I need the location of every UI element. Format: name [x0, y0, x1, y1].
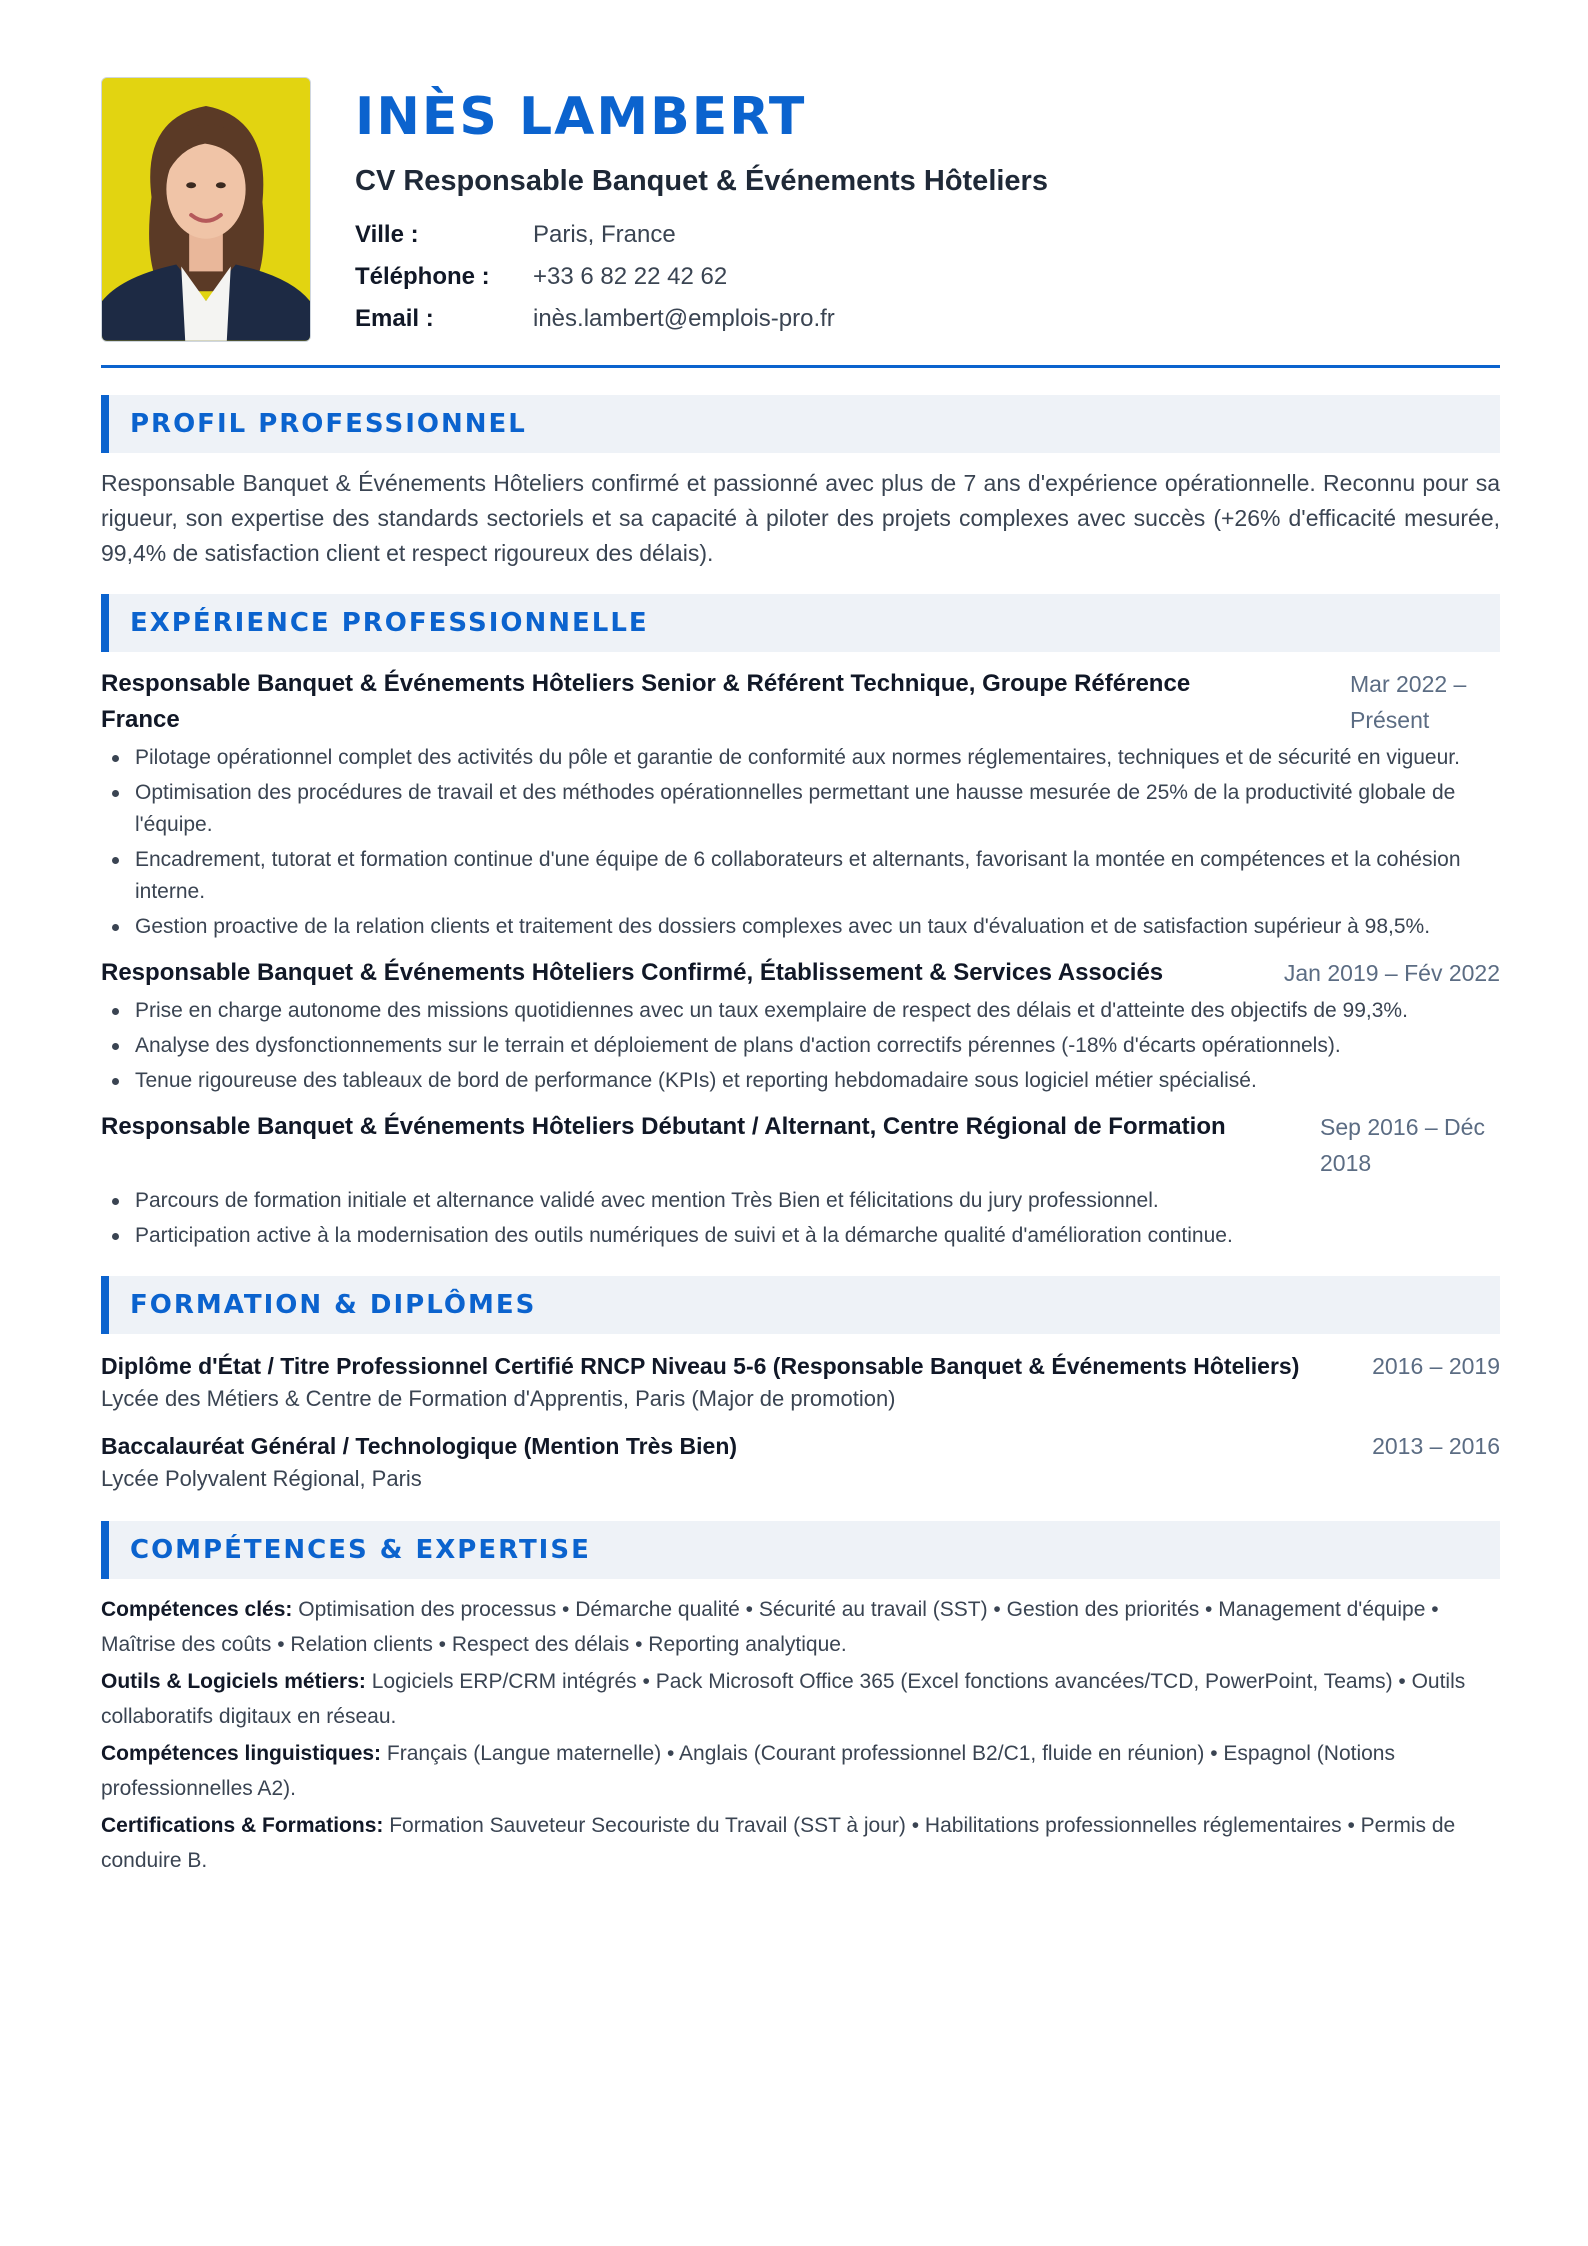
resume-page	[101, 77, 1500, 1878]
list-item: Encadrement, tutorat et formation continue d'une équipe de 6 collaborateurs et alternants, favorisant la montée en compétences et la cohésion interne.	[101, 844, 1500, 908]
contact-value: +33 6 82 22 42 62	[533, 263, 728, 290]
job-date: Jan 2019 – Fév 2022	[1283, 960, 1500, 986]
section-title: COMPÉTENCES & EXPERTISE	[130, 1535, 591, 1565]
contact-value: inès.lambert@emplois-pro.fr	[533, 305, 835, 332]
job-entry	[101, 1109, 1500, 1252]
skill-row	[101, 1808, 1500, 1878]
header-divider	[101, 365, 1500, 368]
contact-value: Paris, France	[533, 221, 676, 248]
list-item: Pilotage opérationnel complet des activités du pôle et garantie de conformité aux normes réglementaires, techniques et de sécurité en vigueur.	[101, 742, 1500, 774]
skill-label: Compétences linguistiques:	[101, 1742, 382, 1765]
skill-text: Optimisation des processus • Démarche qualité • Sécurité au travail (SST) • Gestion des priorités • Management d'équipe • Maîtrise des coûts • Relation clients • Respect des délais • Reporting analytique.	[101, 1598, 1439, 1656]
section-profile-header	[101, 395, 1500, 453]
skill-row	[101, 1592, 1500, 1662]
education-entry	[101, 1429, 1500, 1495]
school-name: Lycée des Métiers & Centre de Formation d'Apprentis, Paris (Major de promotion)	[101, 1386, 896, 1411]
list-item: Parcours de formation initiale et alternance validé avec mention Très Bien et félicitations du jury professionnel.	[101, 1185, 1500, 1217]
job-entry	[101, 666, 1500, 943]
job-bullets	[101, 742, 1500, 943]
job-bullets	[101, 1185, 1500, 1252]
job-date: Sep 2016 – Déc 2018	[1320, 1114, 1485, 1176]
skill-label: Compétences clés:	[101, 1598, 293, 1621]
job-title: Responsable Banquet & Événements Hôteliers Débutant / Alternant, Centre Régional de Formation	[101, 1113, 1226, 1140]
education-entry	[101, 1349, 1500, 1415]
contact-label: Téléphone :	[355, 263, 490, 290]
contact-label: Email :	[355, 305, 434, 332]
section-education-header	[101, 1276, 1500, 1334]
skill-label: Certifications & Formations:	[101, 1814, 384, 1837]
section-title: PROFIL PROFESSIONNEL	[130, 409, 527, 439]
header-info	[355, 77, 1500, 340]
profile-photo	[101, 77, 311, 342]
list-item: Prise en charge autonome des missions quotidiennes avec un taux exemplaire de respect des délais et d'atteinte des objectifs de 99,3%.	[101, 995, 1500, 1027]
profile-summary: Responsable Banquet & Événements Hôteliers confirmé et passionné avec plus de 7 ans d'expérience opérationnelle. Reconnu pour sa rigueur, son expertise des standards sectoriels et sa capacité à piloter des projets complexes avec succès (+26% d'efficacité mesurée, 99,4% de satisfaction client et respect rigoureux des délais).	[101, 470, 1500, 566]
cv-subtitle: CV Responsable Banquet & Événements Hôteliers	[355, 165, 1048, 197]
contact-label: Ville :	[355, 221, 419, 248]
section-skills-header	[101, 1521, 1500, 1579]
section-title: EXPÉRIENCE PROFESSIONNELLE	[130, 608, 649, 638]
degree-date: 2013 – 2016	[1372, 1433, 1500, 1459]
school-name: Lycée Polyvalent Régional, Paris	[101, 1466, 422, 1491]
job-bullets	[101, 995, 1500, 1097]
skill-text: Formation Sauveteur Secouriste du Travail (SST à jour) • Habilitations professionnelles réglementaires • Permis de conduire B.	[101, 1814, 1456, 1872]
list-item: Participation active à la modernisation des outils numériques de suivi et à la démarche qualité d'amélioration continue.	[101, 1220, 1500, 1252]
skill-row	[101, 1736, 1500, 1806]
contact-email	[355, 298, 1500, 340]
candidate-name: INÈS LAMBERT	[355, 87, 807, 147]
skill-label: Outils & Logiciels métiers:	[101, 1670, 366, 1693]
job-title: Responsable Banquet & Événements Hôteliers Confirmé, Établissement & Services Associés	[101, 959, 1164, 986]
skills-list	[101, 1592, 1500, 1878]
skill-text: Français (Langue maternelle) • Anglais (Courant professionnel B2/C1, fluide en réunion) • Espagnol (Notions professionnelles A2).	[101, 1742, 1395, 1800]
skill-row	[101, 1664, 1500, 1734]
list-item: Analyse des dysfonctionnements sur le terrain et déploiement de plans d'action correctifs pérennes (-18% d'écarts opérationnels).	[101, 1030, 1500, 1062]
contact-list	[355, 214, 1500, 340]
section-title: FORMATION & DIPLÔMES	[130, 1290, 537, 1320]
degree-title: Diplôme d'État / Titre Professionnel Certifié RNCP Niveau 5-6 (Responsable Banquet & Événements Hôteliers)	[101, 1353, 1300, 1379]
degree-date: 2016 – 2019	[1372, 1353, 1500, 1379]
list-item: Gestion proactive de la relation clients et traitement des dossiers complexes avec un taux d'évaluation et de satisfaction supérieur à 98,5%.	[101, 911, 1500, 943]
section-experience-header	[101, 594, 1500, 652]
contact-phone	[355, 256, 1500, 298]
list-item: Optimisation des procédures de travail et des méthodes opérationnelles permettant une hausse mesurée de 25% de la productivité globale de l'équipe.	[101, 777, 1500, 841]
contact-city	[355, 214, 1500, 256]
degree-title: Baccalauréat Général / Technologique (Mention Très Bien)	[101, 1433, 738, 1459]
job-title: Responsable Banquet & Événements Hôteliers Senior & Référent Technique, Groupe Référence France	[101, 670, 1191, 733]
job-date: Mar 2022 – Présent	[1350, 671, 1467, 733]
list-item: Tenue rigoureuse des tableaux de bord de performance (KPIs) et reporting hebdomadaire sous logiciel métier spécialisé.	[101, 1065, 1500, 1097]
resume-header	[101, 77, 1500, 342]
job-entry	[101, 955, 1500, 1097]
skill-text: Logiciels ERP/CRM intégrés • Pack Microsoft Office 365 (Excel fonctions avancées/TCD, PowerPoint, Teams) • Outils collaboratifs digitaux en réseau.	[101, 1670, 1466, 1728]
